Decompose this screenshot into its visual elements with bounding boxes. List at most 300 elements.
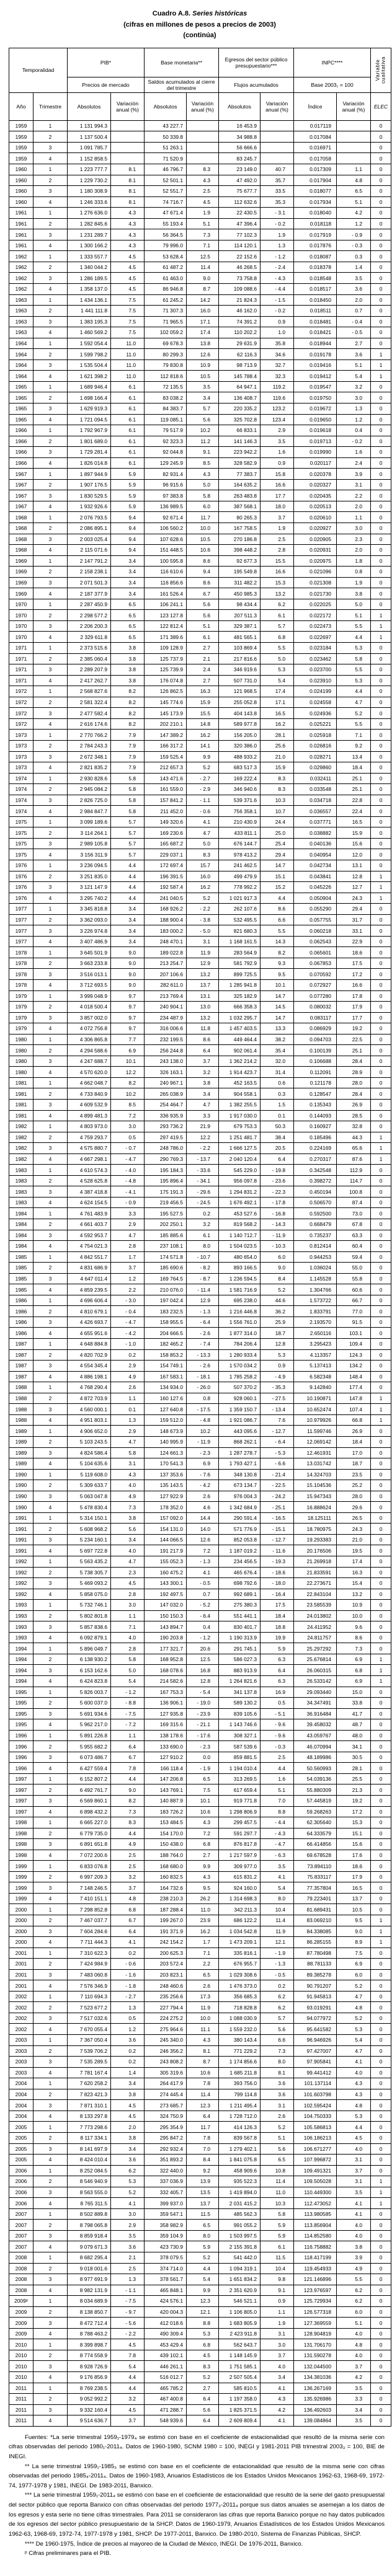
year-cell: 1973 xyxy=(9,751,33,762)
table-row xyxy=(9,1469,391,1480)
egresos-variacion-cell: 15.3 xyxy=(261,577,294,588)
inpc-indice-cell: 81.689431 xyxy=(294,1904,337,1915)
elec-cell: 1 xyxy=(371,1926,391,1937)
table-row xyxy=(9,425,391,436)
quarter-cell: 4 xyxy=(33,1067,68,1078)
table-row xyxy=(9,653,391,664)
pib-variacion-cell: 2.2 xyxy=(111,1284,145,1295)
inpc-variacion-cell: 6.0 xyxy=(337,1969,371,1980)
elec-cell: 0 xyxy=(371,1752,391,1763)
base-variacion-cell: 14.1 xyxy=(187,740,219,751)
egresos-variacion-cell: - 4.9 xyxy=(261,1371,294,1382)
inpc-indice-cell: 0.037771 xyxy=(294,816,337,827)
egresos-absolutos-cell: 291 745.1 xyxy=(219,1643,261,1654)
pib-absolutos-cell: 1 246 333.6 xyxy=(68,196,111,208)
inpc-indice-cell: 139.084864 xyxy=(294,2415,337,2427)
inpc-variacion-cell: 3.6 xyxy=(337,283,371,294)
egresos-absolutos-cell: 666 358.3 xyxy=(219,1002,261,1013)
quarter-cell: 2 xyxy=(33,175,68,186)
base-absolutos-cell: 188 900.4 xyxy=(145,914,187,925)
egresos-absolutos-cell: 1 503 997.5 xyxy=(219,2230,261,2241)
egresos-absolutos-cell: 217 816.6 xyxy=(219,653,261,664)
egresos-absolutos-cell: 1 419 894.0 xyxy=(219,2187,261,2198)
elec-cell: 0 xyxy=(371,979,391,990)
elec-cell: 0 xyxy=(371,1382,391,1393)
base-variacion-cell: 12.9 xyxy=(187,958,219,969)
pib-absolutos-cell: 1 152 858.5 xyxy=(68,153,111,164)
quarter-cell: 1 xyxy=(33,1034,68,1045)
egresos-variacion-cell: - 10.3 xyxy=(261,1241,294,1252)
quarter-cell: 3 xyxy=(33,2013,68,2024)
elec-cell: 0 xyxy=(371,153,391,164)
inpc-variacion-cell: 9.0 xyxy=(337,1926,371,1937)
elec-cell: 0 xyxy=(371,1741,391,1752)
inpc-variacion-cell: 29.6 xyxy=(337,1502,371,1513)
inpc-variacion-cell: 3.1 xyxy=(337,2176,371,2187)
base-absolutos-cell: 92 671.4 xyxy=(145,512,187,523)
base-absolutos-cell: 97 383.8 xyxy=(145,490,187,501)
pib-absolutos-cell: 4 754 021.3 xyxy=(68,1241,111,1252)
pib-variacion-cell: - 9.7 xyxy=(111,2306,145,2318)
pib-absolutos-cell: 2 373 515.6 xyxy=(68,643,111,654)
inpc-indice-cell: 0.018040 xyxy=(294,208,337,219)
inpc-indice-cell: 4.113357 xyxy=(294,1349,337,1361)
egresos-absolutos-cell: 98 434.4 xyxy=(219,599,261,610)
egresos-absolutos-cell: 325 702.8 xyxy=(219,414,261,425)
pib-absolutos-cell: 8 788 463.2 xyxy=(68,2328,111,2339)
table-row xyxy=(9,545,391,556)
table-row xyxy=(9,1088,391,1100)
base-variacion-cell xyxy=(187,153,219,164)
base-variacion-cell: - 5.2 xyxy=(187,1600,219,1611)
quarter-cell: 1 xyxy=(33,2122,68,2133)
year-cell: 1993 xyxy=(9,1600,33,1611)
inpc-indice-cell: 15.947343 xyxy=(294,1491,337,1502)
inpc-variacion-cell: 6.0 xyxy=(337,2306,371,2318)
pib-absolutos-cell: 1 689 946.4 xyxy=(68,381,111,392)
inpc-variacion-cell: 28.1 xyxy=(337,1763,371,1774)
egresos-absolutos-cell: 868 262.1 xyxy=(219,1436,261,1447)
base-absolutos-cell: 282 611.0 xyxy=(145,979,187,990)
inpc-indice-cell: 0.020610 xyxy=(294,512,337,523)
year-cell: 1995 xyxy=(9,1687,33,1698)
pib-absolutos-cell: 4 575 880.7 xyxy=(68,1143,111,1154)
base-variacion-cell: 3.2 xyxy=(187,1219,219,1230)
egresos-variacion-cell: 33.5 xyxy=(261,186,294,197)
egresos-absolutos-cell: 341 137.8 xyxy=(219,1687,261,1698)
base-absolutos-cell: 224 275.2 xyxy=(145,2013,187,2024)
table-row xyxy=(9,1752,391,1763)
elec-cell: 0 xyxy=(371,1306,391,1317)
inpc-variacion-cell: 4.2 xyxy=(337,2371,371,2383)
egresos-absolutos-cell: 1 382 255.5 xyxy=(219,1100,261,1111)
elec-cell: 0 xyxy=(371,1719,391,1731)
pib-variacion-cell: - 1.8 xyxy=(111,1980,145,1992)
table-row xyxy=(9,338,391,349)
inpc-indice-cell: 0.342548 xyxy=(294,1165,337,1176)
table-row xyxy=(9,1263,391,1274)
inpc-indice-cell: 25.676814 xyxy=(294,1654,337,1665)
egresos-variacion-cell xyxy=(261,142,294,153)
base-absolutos-cell: 150 150.3 xyxy=(145,1610,187,1621)
base-variacion-cell: - 24.5 xyxy=(187,1197,219,1208)
elec-cell: 0 xyxy=(371,338,391,349)
base-absolutos-cell: 245 340.0 xyxy=(145,2035,187,2046)
egresos-absolutos-cell: 195 549.8 xyxy=(219,567,261,578)
pib-variacion-cell: 2.9 xyxy=(111,1361,145,1372)
egresos-variacion-cell: 18.4 xyxy=(261,1610,294,1621)
elec-cell: 0 xyxy=(371,2415,391,2427)
quarter-cell: 3 xyxy=(33,447,68,458)
inpc-indice-cell: 0.018511 xyxy=(294,306,337,317)
inpc-indice-cell: 121.146896 xyxy=(294,2274,337,2285)
base-variacion-cell: 14.4 xyxy=(187,1512,219,1524)
pib-variacion-cell: 11.0 xyxy=(111,359,145,371)
inpc-variacion-cell: 33.8 xyxy=(337,1698,371,1709)
pib-variacion-cell: 3.4 xyxy=(111,555,145,567)
egresos-variacion-cell: 10.4 xyxy=(261,1904,294,1915)
year-cell: 1981 xyxy=(9,1100,33,1111)
base-variacion-cell: - 33.6 xyxy=(187,1165,219,1176)
quarter-cell: 3 xyxy=(33,534,68,545)
base-absolutos-cell: 126 862.5 xyxy=(145,686,187,697)
year-cell: 1985 xyxy=(9,1251,33,1263)
year-cell: 1976 xyxy=(9,882,33,893)
pib-variacion-cell: 11.0 xyxy=(111,371,145,382)
elec-cell: 0 xyxy=(371,2122,391,2133)
quarter-cell: 2 xyxy=(33,1436,68,1447)
egresos-variacion-cell: 14.5 xyxy=(261,1002,294,1013)
pib-variacion-cell: - 7.5 xyxy=(111,2296,145,2307)
pib-absolutos-cell: 1 276 636.0 xyxy=(68,208,111,219)
base-variacion-cell: 5.3 xyxy=(187,2328,219,2339)
table-row xyxy=(9,2208,391,2220)
egresos-variacion-cell: - 25.1 xyxy=(261,1502,294,1513)
egresos-variacion-cell: 18.8 xyxy=(261,1621,294,1633)
inpc-variacion-cell: 107.4 xyxy=(337,1404,371,1415)
table-row xyxy=(9,567,391,578)
egresos-variacion-cell: - 13.4 xyxy=(261,1404,294,1415)
quarter-cell: 4 xyxy=(33,283,68,294)
year-cell: 2005 xyxy=(9,2155,33,2166)
inpc-indice-cell: 83.069210 xyxy=(294,1915,337,1926)
quarter-cell: 1 xyxy=(33,730,68,741)
inpc-variacion-cell: 48.7 xyxy=(337,1719,371,1731)
base-absolutos-cell: 83 038.2 xyxy=(145,392,187,404)
pib-variacion-cell: 3.2 xyxy=(111,2394,145,2405)
table-row xyxy=(9,1600,391,1611)
pib-absolutos-cell: 1 282 845.6 xyxy=(68,218,111,229)
table-row xyxy=(9,120,391,131)
elec-cell: 0 xyxy=(371,1436,391,1447)
base-absolutos-cell: 158 853.2 xyxy=(145,1349,187,1361)
base-absolutos-cell: 229 037.1 xyxy=(145,849,187,860)
table-row xyxy=(9,1643,391,1654)
quarter-cell: 1 xyxy=(33,947,68,958)
table-row xyxy=(9,1730,391,1741)
year-cell: 2005 xyxy=(9,2132,33,2143)
quarter-cell: 3 xyxy=(33,1230,68,1241)
egresos-absolutos-cell: 320 386.0 xyxy=(219,740,261,751)
year-cell: 1981 xyxy=(9,1077,33,1088)
inpc-variacion-cell: 5.3 xyxy=(337,675,371,686)
pib-absolutos-cell: 4 696 606.4 xyxy=(68,1295,111,1306)
pib-variacion-cell: 4.3 xyxy=(111,1469,145,1480)
egresos-absolutos-cell: 136 408.7 xyxy=(219,392,261,404)
table-row xyxy=(9,2078,391,2089)
inpc-variacion-cell: 1.3 xyxy=(337,404,371,415)
base-variacion-cell: 4.3 xyxy=(187,1817,219,1828)
inpc-variacion-cell: 63.3 xyxy=(337,1230,371,1241)
egresos-variacion-cell: 6.3 xyxy=(261,1675,294,1687)
base-absolutos-cell: 80 299.3 xyxy=(145,349,187,360)
egresos-variacion-cell: - 12.7 xyxy=(261,1534,294,1545)
base-variacion-cell: 13.2 xyxy=(187,969,219,980)
elec-cell: 0 xyxy=(371,664,391,676)
inpc-variacion-cell: 3.3 xyxy=(337,2394,371,2405)
elec-cell: 0 xyxy=(371,2078,391,2089)
year-cell: 1992 xyxy=(9,1567,33,1578)
inpc-variacion-cell: 48.0 xyxy=(337,1730,371,1741)
base-absolutos-cell: 295 354.9 xyxy=(145,2122,187,2133)
base-absolutos-cell: 200 625.3 xyxy=(145,1947,187,1959)
base-absolutos-cell: 157 092.0 xyxy=(145,1512,187,1524)
quarter-cell: 2 xyxy=(33,306,68,317)
pib-variacion-cell: 5.4 xyxy=(111,1675,145,1687)
egresos-absolutos-cell: 1 280 933.4 xyxy=(219,1349,261,1361)
quarter-cell: 4 xyxy=(33,1589,68,1600)
inpc-indice-cell: 0.065601 xyxy=(294,947,337,958)
year-cell: 1989 xyxy=(9,1458,33,1470)
inpc-variacion-cell: 1.9 xyxy=(337,577,371,588)
inpc-variacion-cell: 3.9 xyxy=(337,469,371,480)
year-cell: 1994 xyxy=(9,1665,33,1676)
inpc-variacion-cell: 3.5 xyxy=(337,273,371,284)
inpc-variacion-cell: 13.4 xyxy=(337,751,371,762)
base-variacion-cell: - 8.7 xyxy=(187,1273,219,1284)
egresos-variacion-cell: 5.1 xyxy=(261,2132,294,2143)
base-variacion-cell: 10.2 xyxy=(187,1426,219,1437)
inpc-variacion-cell: 17.9 xyxy=(337,1871,371,1882)
inpc-indice-cell: 62.305640 xyxy=(294,1817,337,1828)
egresos-absolutos-cell: 1 140 712.7 xyxy=(219,1230,261,1241)
pib-variacion-cell: 9.7 xyxy=(111,990,145,1002)
elec-cell: 0 xyxy=(371,457,391,469)
quarter-cell: 4 xyxy=(33,1023,68,1034)
egresos-absolutos-cell: 1 921 086.7 xyxy=(219,1414,261,1426)
elec-cell: 0 xyxy=(371,1610,391,1621)
pib-absolutos-cell: 5 563 435.2 xyxy=(68,1556,111,1567)
elec-cell: 0 xyxy=(371,294,391,306)
base-variacion-cell: 8.7 xyxy=(187,283,219,294)
pib-absolutos-cell: 5 309 633.7 xyxy=(68,1480,111,1491)
base-variacion-cell: - 2.2 xyxy=(187,904,219,915)
inpc-variacion-cell: 3.8 xyxy=(337,2241,371,2252)
egresos-absolutos-cell: 66 833.1 xyxy=(219,425,261,436)
base-absolutos-cell: 140 887.9 xyxy=(145,1796,187,1807)
year-cell: 1998 xyxy=(9,1839,33,1850)
elec-cell: 0 xyxy=(371,577,391,588)
table-row xyxy=(9,620,391,632)
table-row xyxy=(9,773,391,784)
base-variacion-cell: - 1.3 xyxy=(187,1556,219,1567)
base-variacion-cell: - 17.6 xyxy=(187,1730,219,1741)
egresos-variacion-cell: 4.1 xyxy=(261,2415,294,2427)
base-variacion-cell: - 19.0 xyxy=(187,1698,219,1709)
base-absolutos-cell: 192 587.4 xyxy=(145,882,187,893)
base-variacion-cell: - 6.4 xyxy=(187,1610,219,1621)
table-row xyxy=(9,1491,391,1502)
inpc-indice-cell: 0.812414 xyxy=(294,1241,337,1252)
egresos-absolutos-cell: 904 558.1 xyxy=(219,1088,261,1100)
elec-cell: 0 xyxy=(371,1698,391,1709)
quarter-cell: 1 xyxy=(33,773,68,784)
quarter-cell: 2 xyxy=(33,1698,68,1709)
elec-cell: 0 xyxy=(371,1480,391,1491)
elec-cell: 0 xyxy=(371,1643,391,1654)
pib-variacion-cell: - 7.5 xyxy=(111,1708,145,1719)
egresos-absolutos-cell: 325 182.9 xyxy=(219,990,261,1002)
pib-variacion-cell: 3.6 xyxy=(111,2035,145,2046)
pib-variacion-cell: 0.2 xyxy=(111,1349,145,1361)
elec-cell: 0 xyxy=(371,1328,391,1339)
quarter-cell: 2 xyxy=(33,1784,68,1796)
year-cell: 2003 xyxy=(9,2035,33,2046)
pib-absolutos-cell: 2 187 377.9 xyxy=(68,588,111,599)
pib-absolutos-cell: 7 620 258.2 xyxy=(68,2078,111,2089)
egresos-variacion-cell: 35.4 xyxy=(261,1045,294,1056)
base-variacion-cell: 9.1 xyxy=(187,447,219,458)
year-cell: 1963 xyxy=(9,306,33,317)
egresos-variacion-cell: 15.2 xyxy=(261,882,294,893)
elec-cell: 0 xyxy=(371,2013,391,2024)
quarter-cell: 1 xyxy=(33,1382,68,1393)
pib-variacion-cell: 7.9 xyxy=(111,762,145,774)
inpc-variacion-cell: 4.4 xyxy=(337,632,371,643)
pib-variacion-cell: - 0.9 xyxy=(111,1197,145,1208)
elec-cell: 0 xyxy=(371,164,391,175)
quarter-cell: 4 xyxy=(33,2328,68,2339)
egresos-absolutos-cell: 270 186.8 xyxy=(219,534,261,545)
year-cell: 1988 xyxy=(9,1404,33,1415)
quarter-cell: 4 xyxy=(33,1371,68,1382)
base-absolutos-cell: 71 307.3 xyxy=(145,306,187,317)
inpc-indice-cell: 0.135343 xyxy=(294,1100,337,1111)
pib-variacion-cell: 3.4 xyxy=(111,914,145,925)
base-variacion-cell: 10.2 xyxy=(187,425,219,436)
table-row xyxy=(9,718,391,730)
egresos-variacion-cell: 5.3 xyxy=(261,664,294,676)
elec-cell: 0 xyxy=(371,773,391,784)
inpc-variacion-cell: 19.2 xyxy=(337,1796,371,1807)
pib-absolutos-cell: 6 891 651.8 xyxy=(68,1839,111,1850)
egresos-absolutos-cell: 75 677.7 xyxy=(219,186,261,197)
base-absolutos-cell: 168 078.6 xyxy=(145,1665,187,1676)
quarter-cell: 4 xyxy=(33,2371,68,2383)
egresos-absolutos-cell: 23 149.0 xyxy=(219,164,261,175)
egresos-variacion-cell: 25.6 xyxy=(261,740,294,751)
pib-variacion-cell: 6.4 xyxy=(111,1741,145,1752)
inpc-variacion-cell: 16.5 xyxy=(337,816,371,827)
egresos-absolutos-cell: 1 785 258.2 xyxy=(219,1371,261,1382)
egresos-variacion-cell: - 27.5 xyxy=(261,1393,294,1404)
pib-variacion-cell: 9.4 xyxy=(111,534,145,545)
pib-absolutos-cell: 1 792 967.9 xyxy=(68,425,111,436)
egresos-absolutos-cell: 485 562.3 xyxy=(219,2208,261,2220)
base-absolutos-cell: 189 022.8 xyxy=(145,947,187,958)
inpc-variacion-cell: 9.2 xyxy=(337,740,371,751)
pib-absolutos-cell: 6 665 227.0 xyxy=(68,1817,111,1828)
inpc-indice-cell: 13.031742 xyxy=(294,1458,337,1470)
base-variacion-cell: - 18.1 xyxy=(187,1371,219,1382)
pib-absolutos-cell: 4 247 688.7 xyxy=(68,1056,111,1067)
base-absolutos-cell: 136 989.5 xyxy=(145,501,187,512)
inpc-variacion-cell: 148.4 xyxy=(337,1371,371,1382)
base-absolutos-cell: 183 232.5 xyxy=(145,1306,187,1317)
egresos-variacion-cell: - 1.2 xyxy=(261,251,294,262)
table-row xyxy=(9,1393,391,1404)
inpc-indice-cell: 0.021730 xyxy=(294,588,337,599)
elec-cell: 0 xyxy=(371,990,391,1002)
egresos-variacion-cell: 9.1 xyxy=(261,2285,294,2296)
inpc-variacion-cell: 5.5 xyxy=(337,718,371,730)
quarter-cell: 4 xyxy=(33,1719,68,1731)
inpc-indice-cell: 107.996872 xyxy=(294,2155,337,2166)
inpc-indice-cell: 0.050904 xyxy=(294,893,337,904)
inpc-variacion-cell: 124.3 xyxy=(337,1349,371,1361)
elec-cell: 0 xyxy=(371,860,391,871)
base-variacion-cell: 9.4 xyxy=(187,567,219,578)
table-row xyxy=(9,1436,391,1447)
egresos-variacion-cell: 15.8 xyxy=(261,469,294,480)
table-row xyxy=(9,577,391,588)
base-variacion-cell: 20.6 xyxy=(187,1643,219,1654)
base-absolutos-cell: 183 000.2 xyxy=(145,925,187,937)
egresos-variacion-cell: 16.6 xyxy=(261,479,294,490)
egresos-variacion-cell: - 18.0 xyxy=(261,1578,294,1589)
base-absolutos-cell: 324 750.9 xyxy=(145,2111,187,2122)
year-cell: 1974 xyxy=(9,773,33,784)
quarter-cell: 1 xyxy=(33,860,68,871)
pib-absolutos-cell: 5 119 608.0 xyxy=(68,1469,111,1480)
egresos-absolutos-cell: 156 205.0 xyxy=(219,730,261,741)
table-row xyxy=(9,1578,391,1589)
inpc-variacion-cell: 3.7 xyxy=(337,2165,371,2176)
inpc-indice-cell: 110.449300 xyxy=(294,2187,337,2198)
elec-cell: 0 xyxy=(371,218,391,229)
year-cell: 1992 xyxy=(9,1589,33,1600)
inpc-indice-cell: 119.454933 xyxy=(294,2263,337,2274)
pib-absolutos-cell: 2 672 348.1 xyxy=(68,751,111,762)
pib-variacion-cell: 9.0 xyxy=(111,1784,145,1796)
base-variacion-cell: - 4.2 xyxy=(187,1480,219,1491)
quarter-cell: 3 xyxy=(33,2187,68,2198)
footnote-preliminares: ᵖ Cifras preliminares para el PIB. xyxy=(25,2550,112,2557)
pib-variacion-cell: 3.6 xyxy=(111,2241,145,2252)
pib-absolutos-cell: 7 781 167.4 xyxy=(68,2067,111,2078)
pib-variacion-cell: 8.1 xyxy=(111,196,145,208)
base-variacion-cell: 4.5 xyxy=(187,196,219,208)
elec-cell: 0 xyxy=(371,240,391,251)
table-row xyxy=(9,555,391,567)
inpc-variacion-cell: 2.2 xyxy=(337,490,371,501)
table-row xyxy=(9,512,391,523)
inpc-indice-cell: 94.077972 xyxy=(294,2013,337,2024)
egresos-variacion-cell: 35.3 xyxy=(261,196,294,208)
year-cell: 1970 xyxy=(9,599,33,610)
table-row xyxy=(9,218,391,229)
pib-absolutos-cell: 7 424 984.9 xyxy=(68,1959,111,1970)
